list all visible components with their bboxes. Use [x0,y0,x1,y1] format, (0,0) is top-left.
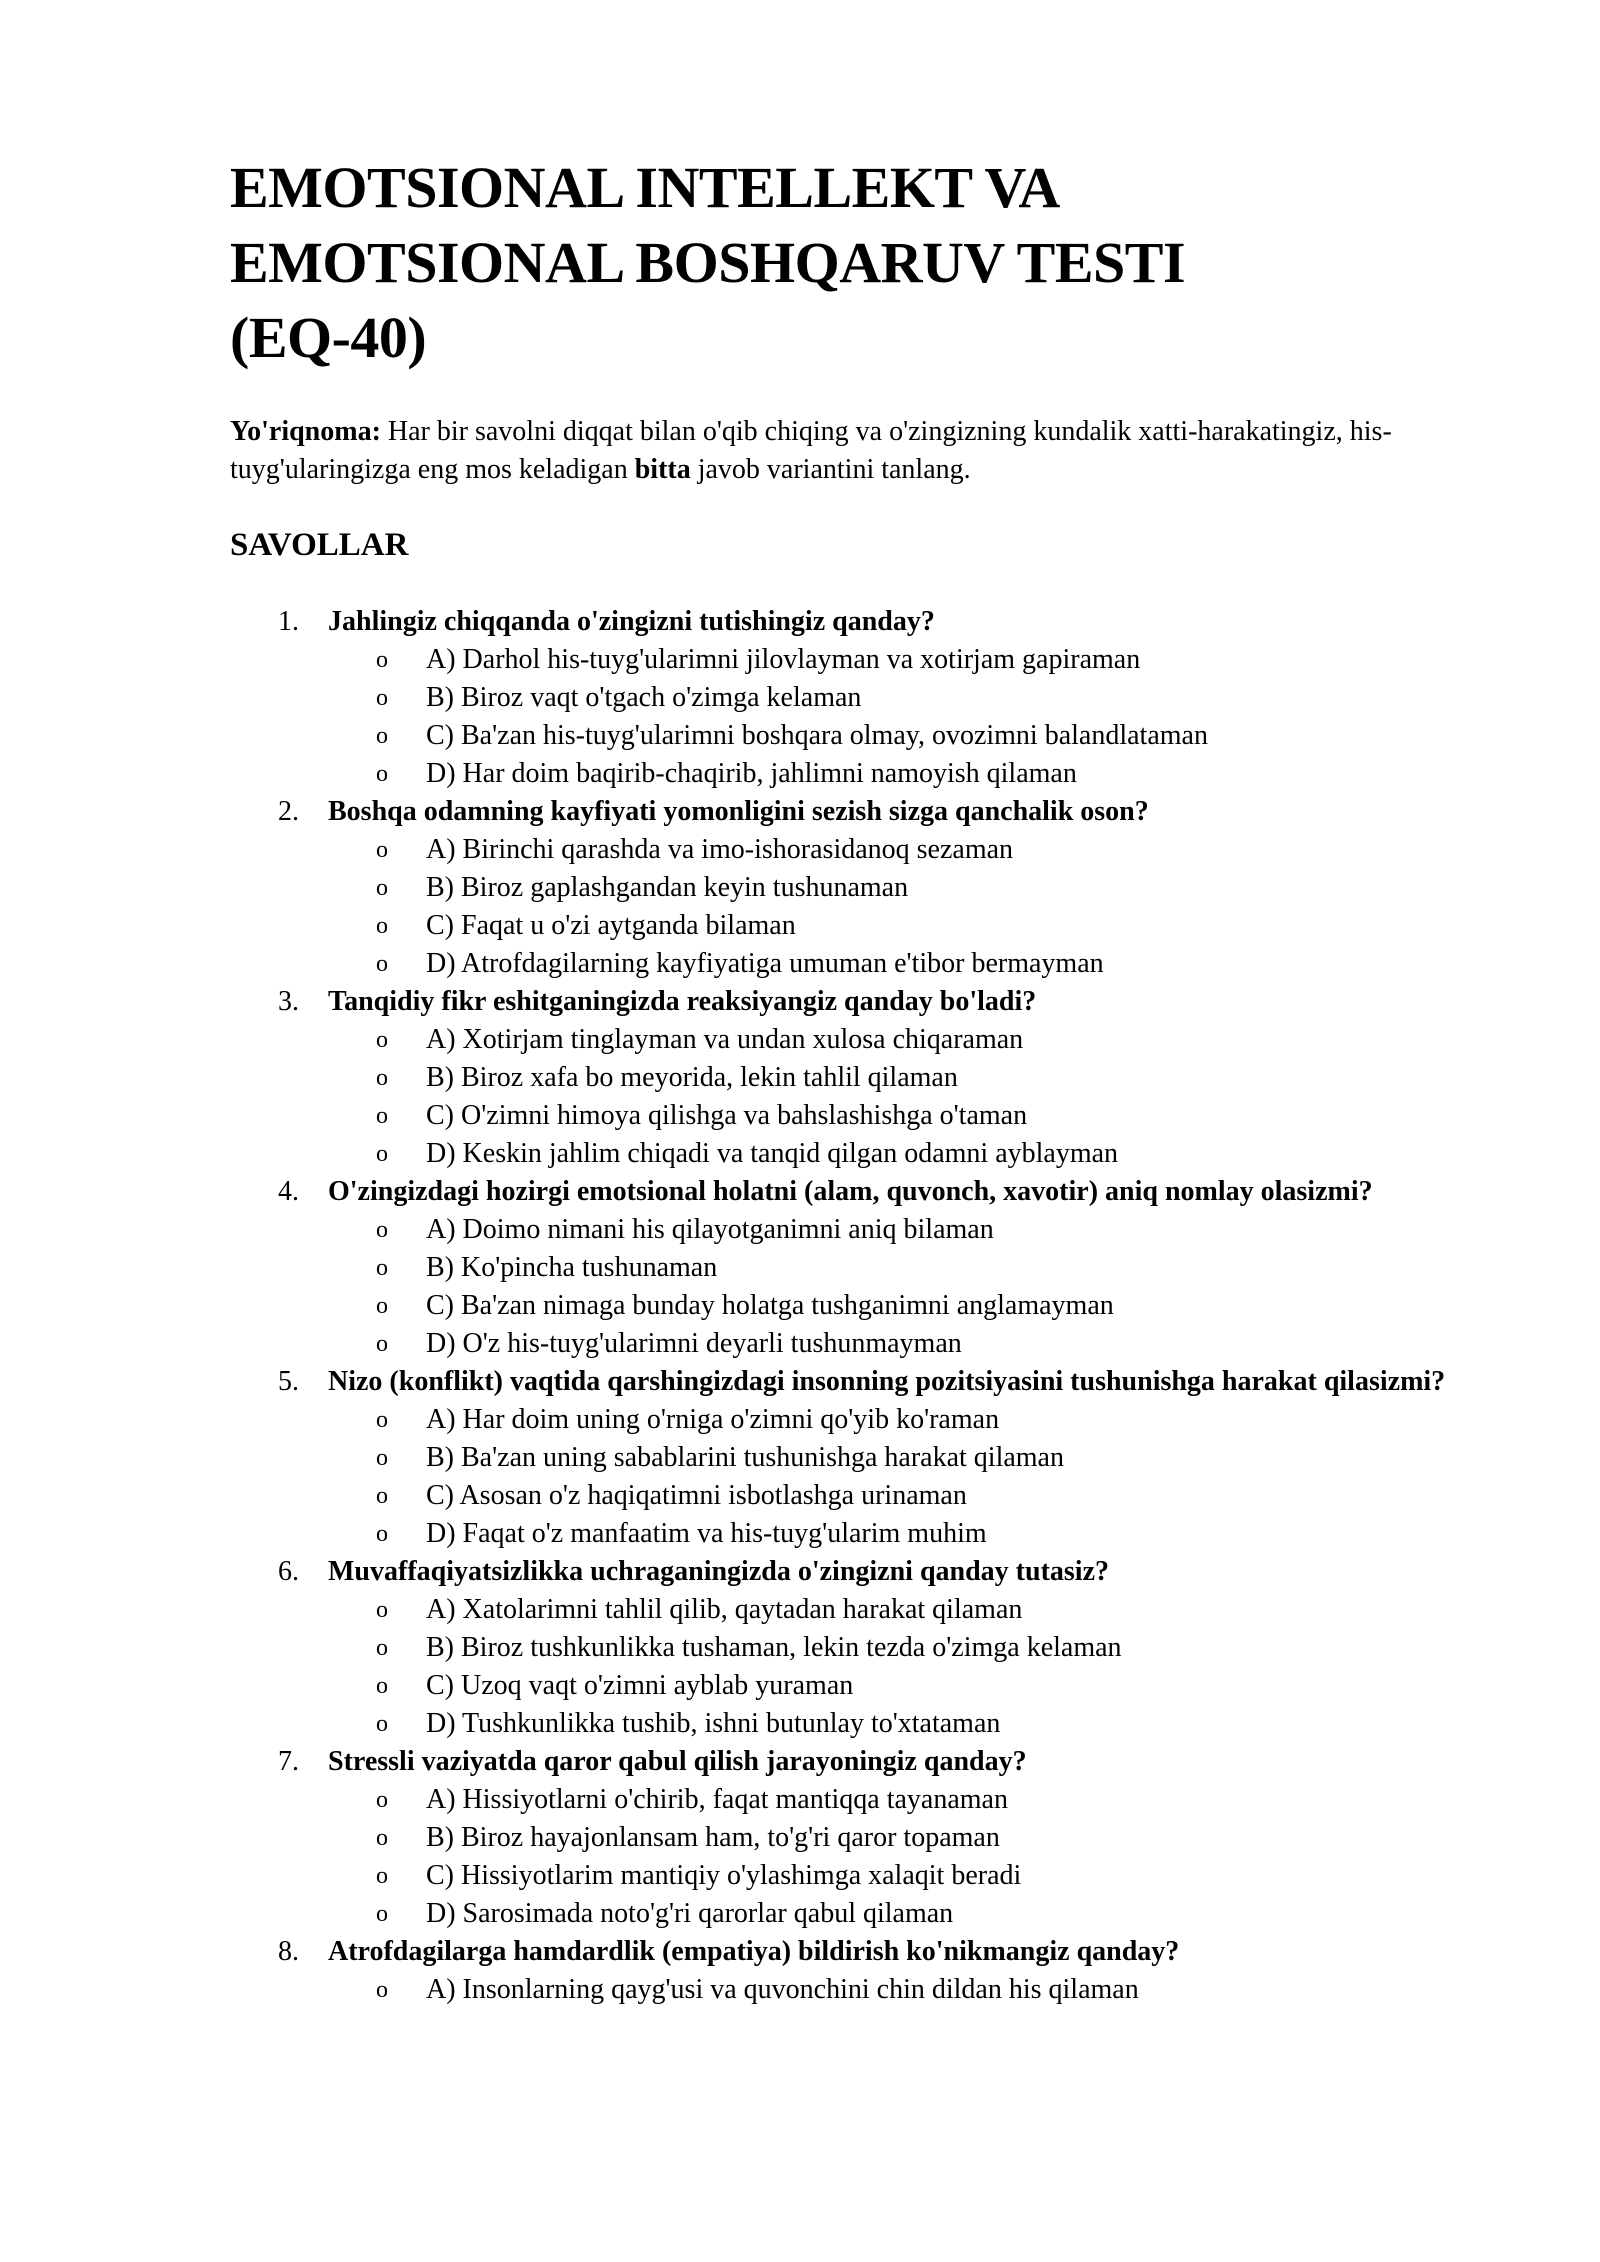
question-item [230,1743,1490,1933]
question-item [230,1363,1490,1553]
bullet-circle-icon: o [376,647,388,673]
bullet-circle-icon: o [376,1635,388,1661]
answer-option [328,1895,1490,1933]
answer-option [328,1781,1490,1819]
bullet-circle-icon: o [376,875,388,901]
answer-option-text: C) Faqat u o'zi aytganda bilaman [426,910,796,941]
question-number: 6. [278,1556,299,1587]
answer-option-text: C) O'zimni himoya qilishga va bahslashishga o'taman [426,1100,1028,1131]
question-item [230,793,1490,983]
answer-option [328,1401,1490,1439]
bullet-circle-icon: o [376,1711,388,1737]
answer-option-text: C) Ba'zan his-tuyg'ularimni boshqara olmay, ovozimni balandlataman [426,720,1208,751]
answer-option [328,679,1490,717]
answer-option [328,945,1490,983]
bullet-circle-icon: o [376,685,388,711]
answer-option [328,1515,1490,1553]
answer-option [328,831,1490,869]
answer-option-text: A) Insonlarning qayg'usi va quvonchini chin dildan his qilaman [426,1974,1139,2005]
bullet-circle-icon: o [376,913,388,939]
answer-option [328,1629,1490,1667]
question-text: O'zingizdagi hozirgi emotsional holatni (alam, quvonch, xavotir) aniq nomlay olasizmi? [328,1176,1373,1207]
answer-option-text: A) Hissiyotlarni o'chirib, faqat mantiqqa tayanaman [426,1784,1008,1815]
question-text: Boshqa odamning kayfiyati yomonligini sezish sizga qanchalik oson? [328,796,1149,827]
answer-option-text: B) Biroz tushkunlikka tushaman, lekin tezda o'zimga kelaman [426,1632,1122,1663]
bullet-circle-icon: o [376,1217,388,1243]
bullet-circle-icon: o [376,1065,388,1091]
answer-option-text: A) Doimo nimani his qilayotganimni aniq bilaman [426,1214,994,1245]
title-line-2: EMOTSIONAL BOSHQARUV TESTI [230,230,1186,295]
answer-option-text: A) Har doim uning o'rniga o'zimni qo'yib ko'raman [426,1404,1000,1435]
section-heading: SAVOLLAR [230,527,409,563]
answer-option [328,1135,1490,1173]
answer-options [328,1401,1490,1553]
questions-list [230,603,1490,2009]
bullet-circle-icon: o [376,761,388,787]
question-item [230,983,1490,1173]
answer-option [328,1059,1490,1097]
question-text: Nizo (konflikt) vaqtida qarshingizdagi insonning pozitsiyasini tushunishga harakat qilasizmi? [328,1366,1446,1397]
answer-option-text: D) Sarosimada noto'g'ri qarorlar qabul qilaman [426,1898,954,1929]
answer-option-text: B) Biroz gaplashgandan keyin tushunaman [426,872,909,903]
answer-option-text: C) Uzoq vaqt o'zimni ayblab yuraman [426,1670,854,1701]
answer-option [328,1287,1490,1325]
answer-options [328,1971,1490,2009]
answer-option-text: B) Ko'pincha tushunaman [426,1252,718,1283]
answer-option-text: A) Xotirjam tinglayman va undan xulosa chiqaraman [426,1024,1024,1055]
answer-option-text: C) Ba'zan nimaga bunday holatga tushganimni anglamayman [426,1290,1114,1321]
answer-option [328,1439,1490,1477]
question-item [230,1933,1490,2009]
answer-option [328,1249,1490,1287]
instructions-text-before: Har bir savolni diqqat bilan o'qib chiqing va o'zingizning kundalik xatti-harakatingiz, his-tuyg'ularingizga eng mos keladigan [230,416,1392,485]
answer-option [328,1325,1490,1363]
question-number: 3. [278,986,299,1017]
bullet-circle-icon: o [376,1673,388,1699]
bullet-circle-icon: o [376,1407,388,1433]
answer-option-text: A) Birinchi qarashda va imo-ishorasidanoq sezaman [426,834,1014,865]
answer-option-text: A) Darhol his-tuyg'ularimni jilovlayman va xotirjam gapiraman [426,644,1141,675]
document-title [230,150,1490,375]
answer-options [328,831,1490,983]
instructions-label: Yo'riqnoma: [230,416,381,447]
bullet-circle-icon: o [376,1331,388,1357]
answer-option-text: B) Biroz hayajonlansam ham, to'g'ri qaror topaman [426,1822,1000,1853]
answer-option [328,1211,1490,1249]
bullet-circle-icon: o [376,1255,388,1281]
question-text: Stressli vaziyatda qaror qabul qilish jarayoningiz qanday? [328,1746,1027,1777]
answer-option [328,755,1490,793]
bullet-circle-icon: o [376,1445,388,1471]
answer-option [328,641,1490,679]
answer-option [328,1819,1490,1857]
answer-option [328,1477,1490,1515]
bullet-circle-icon: o [376,1141,388,1167]
answer-option [328,1705,1490,1743]
bullet-circle-icon: o [376,1863,388,1889]
answer-option-text: D) O'z his-tuyg'ularimni deyarli tushunmayman [426,1328,962,1359]
title-line-1: EMOTSIONAL INTELLEKT VA [230,155,1060,220]
bullet-circle-icon: o [376,1293,388,1319]
bullet-circle-icon: o [376,723,388,749]
bullet-circle-icon: o [376,951,388,977]
question-text: Muvaffaqiyatsizlikka uchraganingizda o'zingizni qanday tutasiz? [328,1556,1109,1587]
question-item [230,603,1490,793]
answer-option-text: D) Keskin jahlim chiqadi va tanqid qilgan odamni ayblayman [426,1138,1119,1169]
bullet-circle-icon: o [376,1901,388,1927]
answer-option-text: B) Biroz vaqt o'tgach o'zimga kelaman [426,682,862,713]
bullet-circle-icon: o [376,1977,388,2003]
answer-option [328,717,1490,755]
answer-option [328,907,1490,945]
answer-option-text: C) Asosan o'z haqiqatimni isbotlashga urinaman [426,1480,967,1511]
bullet-circle-icon: o [376,1483,388,1509]
question-number: 5. [278,1366,299,1397]
answer-option-text: D) Tushkunlikka tushib, ishni butunlay to'xtataman [426,1708,1001,1739]
bullet-circle-icon: o [376,1597,388,1623]
answer-option-text: B) Ba'zan uning sabablarini tushunishga harakat qilaman [426,1442,1064,1473]
answer-options [328,1021,1490,1173]
answer-option-text: D) Faqat o'z manfaatim va his-tuyg'ularim muhim [426,1518,987,1549]
question-number: 2. [278,796,299,827]
question-item [230,1173,1490,1363]
bullet-circle-icon: o [376,1521,388,1547]
answer-option [328,1591,1490,1629]
document-page [230,150,1490,2009]
question-item [230,1553,1490,1743]
answer-option-text: B) Biroz xafa bo meyorida, lekin tahlil qilaman [426,1062,958,1093]
answer-options [328,641,1490,793]
bullet-circle-icon: o [376,1027,388,1053]
bullet-circle-icon: o [376,1825,388,1851]
question-text: Jahlingiz chiqqanda o'zingizni tutishingiz qanday? [328,606,935,637]
answer-option-text: A) Xatolarimni tahlil qilib, qaytadan harakat qilaman [426,1594,1023,1625]
question-number: 8. [278,1936,299,1967]
bullet-circle-icon: o [376,1103,388,1129]
answer-options [328,1591,1490,1743]
answer-option-text: D) Atrofdagilarning kayfiyatiga umuman e'tibor bermayman [426,948,1104,979]
instructions-text-after: javob variantini tanlang. [690,454,971,485]
answer-option [328,869,1490,907]
question-text: Atrofdagilarga hamdardlik (empatiya) bildirish ko'nikmangiz qanday? [328,1936,1180,1967]
answer-options [328,1211,1490,1363]
answer-option [328,1857,1490,1895]
answer-option [328,1971,1490,2009]
answer-options [328,1781,1490,1933]
question-number: 7. [278,1746,299,1777]
instructions-paragraph [230,413,1490,489]
question-number: 1. [278,606,299,637]
title-line-3: (EQ-40) [230,305,427,370]
question-text: Tanqidiy fikr eshitganingizda reaksiyangiz qanday bo'ladi? [328,986,1037,1017]
answer-option [328,1097,1490,1135]
answer-option [328,1021,1490,1059]
answer-option-text: D) Har doim baqirib-chaqirib, jahlimni namoyish qilaman [426,758,1077,789]
answer-option-text: C) Hissiyotlarim mantiqiy o'ylashimga xalaqit beradi [426,1860,1022,1891]
question-number: 4. [278,1176,299,1207]
answer-option [328,1667,1490,1705]
instructions-emphasis: bitta [634,454,691,485]
bullet-circle-icon: o [376,837,388,863]
bullet-circle-icon: o [376,1787,388,1813]
